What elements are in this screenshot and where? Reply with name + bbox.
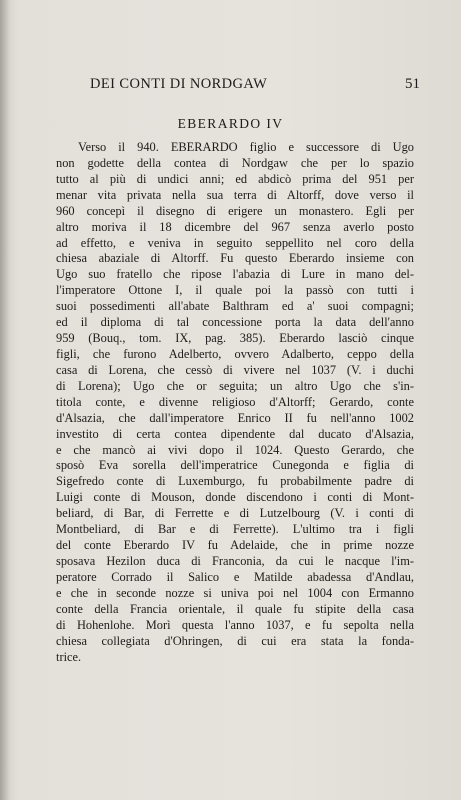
page-number: 51 (405, 76, 420, 92)
text-line: 959 (Bouq., tom. IX, pag. 385). Eberardo lasciò cinque (56, 331, 414, 346)
text-line: tutto al più di undici anni; ed abdicò prima del 951 per (56, 171, 414, 186)
text-line: titola conte, e divenne religioso d'Altorff; Gerardo, conte (56, 394, 414, 409)
text-line: trice. (56, 649, 82, 664)
text-line: e che mancò ai vivi dopo il 1024. Questo Gerardo, che (56, 442, 414, 457)
running-head (90, 76, 420, 98)
text-line: Sigefredo conte di Luxemburgo, fu probabilmente padre di (56, 474, 414, 489)
text-line: Ugo suo fratello che ripose l'abazia di Lure in mano del- (56, 267, 414, 282)
text-line: d'Alsazia, che dall'imperatore Enrico II fu nell'anno 1002 (56, 410, 414, 425)
text-line: chiesa collegiata d'Ohringen, di cui era stata la fonda- (56, 633, 414, 648)
text-line: di Hohenlohe. Morì questa l'anno 1037, e fu sepolta nella (56, 617, 414, 632)
text-line: Verso il 940. EBERARDO figlio e successore di Ugo (78, 140, 414, 154)
text-line: e che in seconde nozze si univa poi nel 1004 con Ermanno (56, 585, 414, 600)
text-line: sposava Hezilon duca di Franconia, da cui le nacque l'im- (56, 553, 414, 568)
text-line: del conte Eberardo IV fu Adelaide, che in prime nozze (56, 538, 414, 553)
text-line: 960 concepì il disegno di erigere un monastero. Egli per (56, 203, 414, 218)
text-line: ed il diploma di tal concessione porta la data dell'anno (56, 315, 414, 330)
text-line: suoi possedimenti all'abate Balthram ed a' suoi compagni; (56, 299, 414, 314)
text-line: sposò Eva sorella dell'imperatrice Cunegonda e figlia di (56, 458, 414, 473)
text-line: chiesa abaziale di Altorff. Fu questo Eberardo insieme con (56, 251, 414, 266)
running-title: DEI CONTI DI NORDGAW (90, 76, 268, 92)
text-line: menar vita privata nella sua terra di Altorff, dove verso il (56, 187, 414, 202)
text-line: l'imperatore Ottone I, il quale poi la passò con tutti i (56, 283, 414, 298)
text-line: ad effetto, e veniva in seguito seppellito nel coro della (56, 235, 414, 250)
body-text (56, 140, 414, 665)
text-line: non godette della contea di Nordgaw che per lo spazio (56, 155, 414, 170)
text-line: beliard, di Bar, di Ferrette e di Lutzelbourg (V. i conti di (56, 506, 414, 521)
text-line: figli, che furono Adelberto, ovvero Adalberto, ceppo della (56, 346, 414, 361)
text-line: peratore Corrado il Salico e Matilde abadessa d'Andlau, (56, 569, 414, 584)
text-line: di Lorena); Ugo che or seguita; un altro Ugo che s'in- (56, 378, 414, 393)
text-line: altro moriva il 18 dicembre del 967 senza averlo posto (56, 219, 414, 234)
text-line: conte della Francia orientale, il quale fu stipite della casa (56, 601, 414, 616)
text-line: Montbeliard, di Bar e di Ferrette). L'ultimo tra i figli (56, 522, 414, 537)
text-line: casa di Lorena, che cessò di vivere nel 1037 (V. i duchi (56, 362, 414, 377)
section-heading: EBERARDO IV (177, 116, 284, 131)
text-line: Luigi conte di Mouson, donde discendono i conti di Mont- (56, 490, 414, 505)
text-line: investito di certa contea dipendente dal ducato d'Alsazia, (56, 426, 414, 441)
